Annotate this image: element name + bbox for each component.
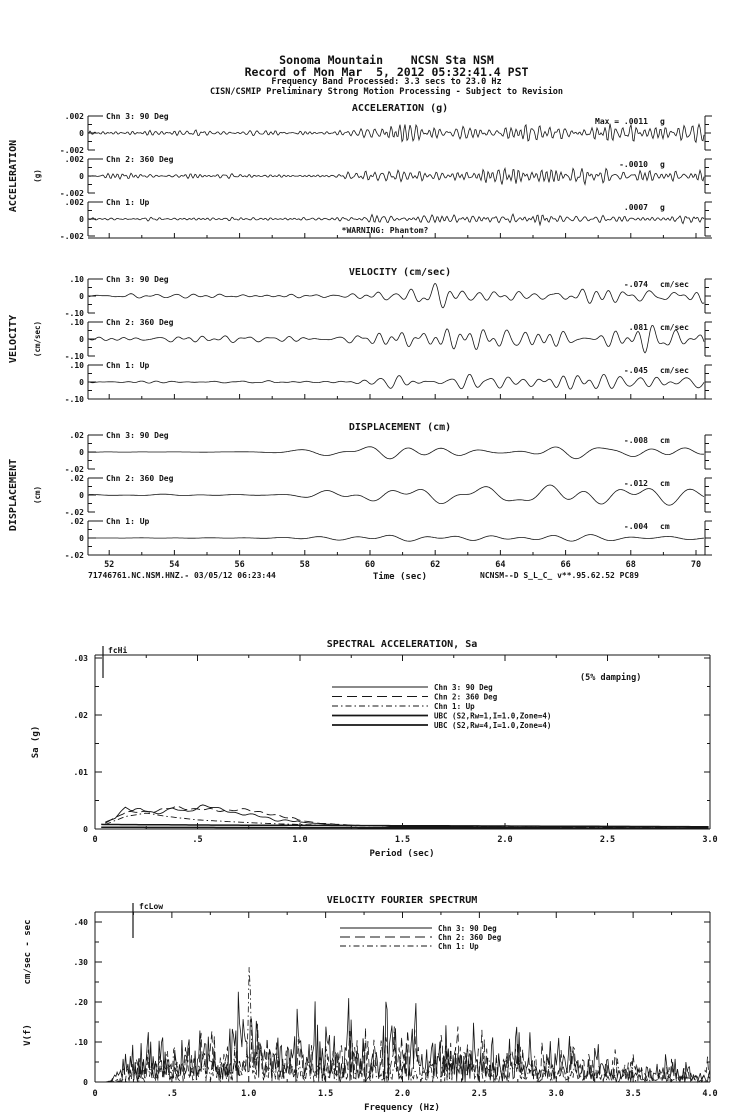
peak-annotation: -.074	[623, 280, 648, 289]
waveform-trace	[89, 535, 704, 542]
x-tick-label: 52	[104, 560, 115, 570]
axis-label: Period (sec)	[369, 849, 435, 859]
y-tick-label: .002	[64, 198, 84, 207]
footer-right: NCNSM--D S_L_C_ v**.95.62.52 PC89	[480, 571, 639, 580]
x-tick-label: 3.5	[625, 1089, 641, 1099]
record-datetime: Record of Mon Mar 5, 2012 05:32:41.4 PST	[244, 65, 529, 79]
channel-label: Chn 3: 90 Deg	[106, 275, 169, 284]
axis-label: (cm/sec)	[33, 320, 42, 358]
x-tick-label: 0	[92, 835, 98, 845]
y-tick-label: 0	[79, 129, 84, 138]
peak-unit: cm	[660, 522, 670, 531]
y-tick-label: .01	[73, 768, 88, 777]
y-tick-label: .02	[73, 711, 88, 720]
x-tick-label: 58	[299, 560, 310, 570]
y-tick-label: -.10	[64, 395, 84, 404]
y-tick-label: .10	[73, 1038, 88, 1047]
x-tick-label: 1.0	[292, 835, 308, 845]
y-tick-label: 0	[79, 215, 84, 224]
section-title: SPECTRAL ACCELERATION, Sa	[326, 639, 478, 650]
channel-label: Chn 3: 90 Deg	[106, 112, 169, 121]
peak-annotation: -.012	[623, 479, 648, 488]
footer-left: 71746761.NC.NSM.HNZ.- 03/05/12 06:23:44	[88, 571, 276, 580]
peak-unit: cm/sec	[660, 366, 689, 375]
axis-label: VELOCITY	[8, 314, 19, 364]
x-tick-label: .5	[166, 1089, 177, 1099]
y-tick-label: .10	[69, 318, 84, 327]
y-tick-label: .02	[69, 517, 84, 526]
peak-unit: g	[660, 117, 665, 126]
waveform-trace	[89, 485, 704, 505]
x-tick-label: .5	[192, 835, 203, 845]
y-tick-label: 0	[79, 491, 84, 500]
y-tick-label: 0	[79, 172, 84, 181]
x-tick-label: 60	[364, 560, 376, 570]
y-tick-label: -.002	[59, 146, 84, 155]
axis-label: DISPLACEMENT	[8, 458, 19, 532]
spectral-acceleration-section	[31, 639, 718, 859]
channel-label: Chn 2: 360 Deg	[106, 318, 174, 327]
axis-label: Time (sec)	[372, 572, 428, 582]
legend-label: Chn 3: 90 Deg	[438, 924, 497, 933]
fc-annotation: fcLow	[139, 902, 164, 911]
x-tick-label: 54	[169, 560, 180, 570]
peak-annotation: -.045	[623, 366, 648, 375]
x-tick-label: 3.0	[548, 1089, 564, 1099]
section-title: DISPLACEMENT (cm)	[348, 422, 452, 433]
waveform-trace	[89, 447, 704, 459]
section-title: VELOCITY FOURIER SPECTRUM	[326, 895, 478, 906]
x-tick-label: 62	[430, 560, 441, 570]
channel-label: Chn 3: 90 Deg	[106, 431, 169, 440]
x-tick-label: 2.0	[394, 1089, 411, 1099]
y-tick-label: 0	[83, 825, 88, 834]
x-tick-label: 64	[495, 560, 506, 570]
legend-label: UBC (S2,Rw=4,I=1.0,Zone=4)	[434, 721, 552, 730]
y-tick-label: -.02	[64, 551, 84, 560]
x-tick-label: 1.5	[394, 835, 411, 845]
x-tick-label: 3.0	[702, 835, 718, 845]
y-tick-label: 0	[79, 335, 84, 344]
channel-label: Chn 2: 360 Deg	[106, 474, 174, 483]
x-tick-label: 1.5	[317, 1089, 334, 1099]
damping-note: (5% damping)	[580, 673, 642, 683]
frequency-band-note: Frequency Band Processed: 3.3 secs to 23.0 Hz	[271, 77, 502, 87]
channel-label: Chn 1: Up	[106, 198, 150, 207]
y-tick-label: .03	[73, 654, 88, 663]
peak-annotation: .0007	[623, 203, 648, 212]
y-tick-label: 0	[79, 378, 84, 387]
velocity-section	[8, 267, 712, 404]
y-tick-label: .02	[69, 431, 84, 440]
warning-note: *WARNING: Phantom?	[341, 226, 429, 235]
peak-annotation: -.0010	[619, 160, 648, 169]
station-title: Sonoma Mountain NCSN Sta NSM	[279, 53, 494, 67]
y-tick-label: .10	[69, 361, 84, 370]
fc-annotation: fcHi	[108, 646, 128, 655]
waveform-trace	[89, 283, 704, 307]
peak-annotation: -.004	[623, 522, 648, 531]
y-tick-label: -.002	[59, 189, 84, 198]
peak-annotation: Max = .0011	[595, 117, 648, 126]
peak-annotation: .081	[628, 323, 648, 332]
x-tick-label: 56	[234, 560, 245, 570]
y-tick-label: -.002	[59, 232, 84, 241]
waveform-trace	[89, 124, 704, 143]
y-tick-label: .02	[69, 474, 84, 483]
legend-label: Chn 3: 90 Deg	[434, 683, 493, 692]
y-tick-label: 0	[83, 1078, 88, 1087]
y-tick-label: .20	[73, 998, 88, 1007]
channel-label: Chn 1: Up	[106, 361, 150, 370]
axis-label: V(f)	[23, 1024, 33, 1046]
legend-label: Chn 1: Up	[438, 942, 479, 951]
x-tick-label: 0	[92, 1089, 98, 1099]
peak-unit: g	[660, 160, 665, 169]
section-title: VELOCITY (cm/sec)	[348, 267, 452, 278]
axis-label: Frequency (Hz)	[364, 1103, 440, 1113]
sa-curve	[101, 827, 708, 828]
x-tick-label: 66	[560, 560, 571, 570]
legend-label: UBC (S2,Rw=1,I=1.0,Zone=4)	[434, 711, 552, 721]
fourier-spectrum-section	[23, 895, 718, 1113]
displacement-section	[8, 422, 712, 582]
x-tick-label: 2.5	[599, 835, 616, 845]
waveform-trace	[89, 374, 704, 389]
y-tick-label: -.02	[64, 508, 84, 517]
axis-label: cm/sec - sec	[23, 919, 33, 985]
y-tick-label: -.10	[64, 352, 84, 361]
axis-label: ACCELERATION	[8, 139, 19, 213]
y-tick-label: .002	[64, 155, 84, 164]
axis-label: (g)	[33, 169, 42, 183]
waveform-trace	[89, 214, 704, 225]
x-tick-label: 2.0	[497, 835, 513, 845]
axis-label: (cm)	[33, 485, 42, 505]
channel-label: Chn 1: Up	[106, 517, 150, 526]
x-tick-label: 68	[625, 560, 636, 570]
section-title: ACCELERATION (g)	[351, 103, 449, 114]
peak-unit: cm/sec	[660, 323, 689, 332]
y-tick-label: .40	[73, 918, 88, 927]
processing-disclaimer: CISN/CSMIP Preliminary Strong Motion Processing - Subject to Revision	[209, 86, 564, 97]
y-tick-label: -.02	[64, 465, 84, 474]
peak-annotation: -.008	[623, 436, 648, 445]
x-tick-label: 70	[690, 560, 702, 570]
peak-unit: cm/sec	[660, 280, 689, 289]
legend-label: Chn 1: Up	[434, 702, 475, 711]
x-tick-label: 2.5	[471, 1089, 488, 1099]
y-tick-label: .10	[69, 275, 84, 284]
peak-unit: g	[660, 203, 665, 212]
acceleration-section	[8, 103, 712, 241]
y-tick-label: .002	[64, 112, 84, 121]
axis-label: Sa (g)	[31, 725, 41, 759]
y-tick-label: .30	[73, 958, 88, 967]
channel-label: Chn 2: 360 Deg	[106, 155, 174, 164]
waveform-trace	[89, 325, 704, 352]
sa-curve	[101, 824, 708, 826]
legend-label: Chn 2: 360 Deg	[438, 933, 502, 942]
peak-unit: cm	[660, 436, 670, 445]
legend-label: Chn 2: 360 Deg	[434, 692, 498, 702]
y-tick-label: 0	[79, 448, 84, 457]
y-tick-label: -.10	[64, 309, 84, 318]
x-tick-label: 1.0	[241, 1089, 257, 1099]
waveform-trace	[89, 168, 704, 184]
y-tick-label: 0	[79, 534, 84, 543]
fourier-curve	[96, 967, 710, 1082]
y-tick-label: 0	[79, 292, 84, 301]
fourier-curve	[96, 992, 710, 1082]
x-tick-label: 4.0	[702, 1089, 718, 1099]
peak-unit: cm	[660, 479, 670, 488]
